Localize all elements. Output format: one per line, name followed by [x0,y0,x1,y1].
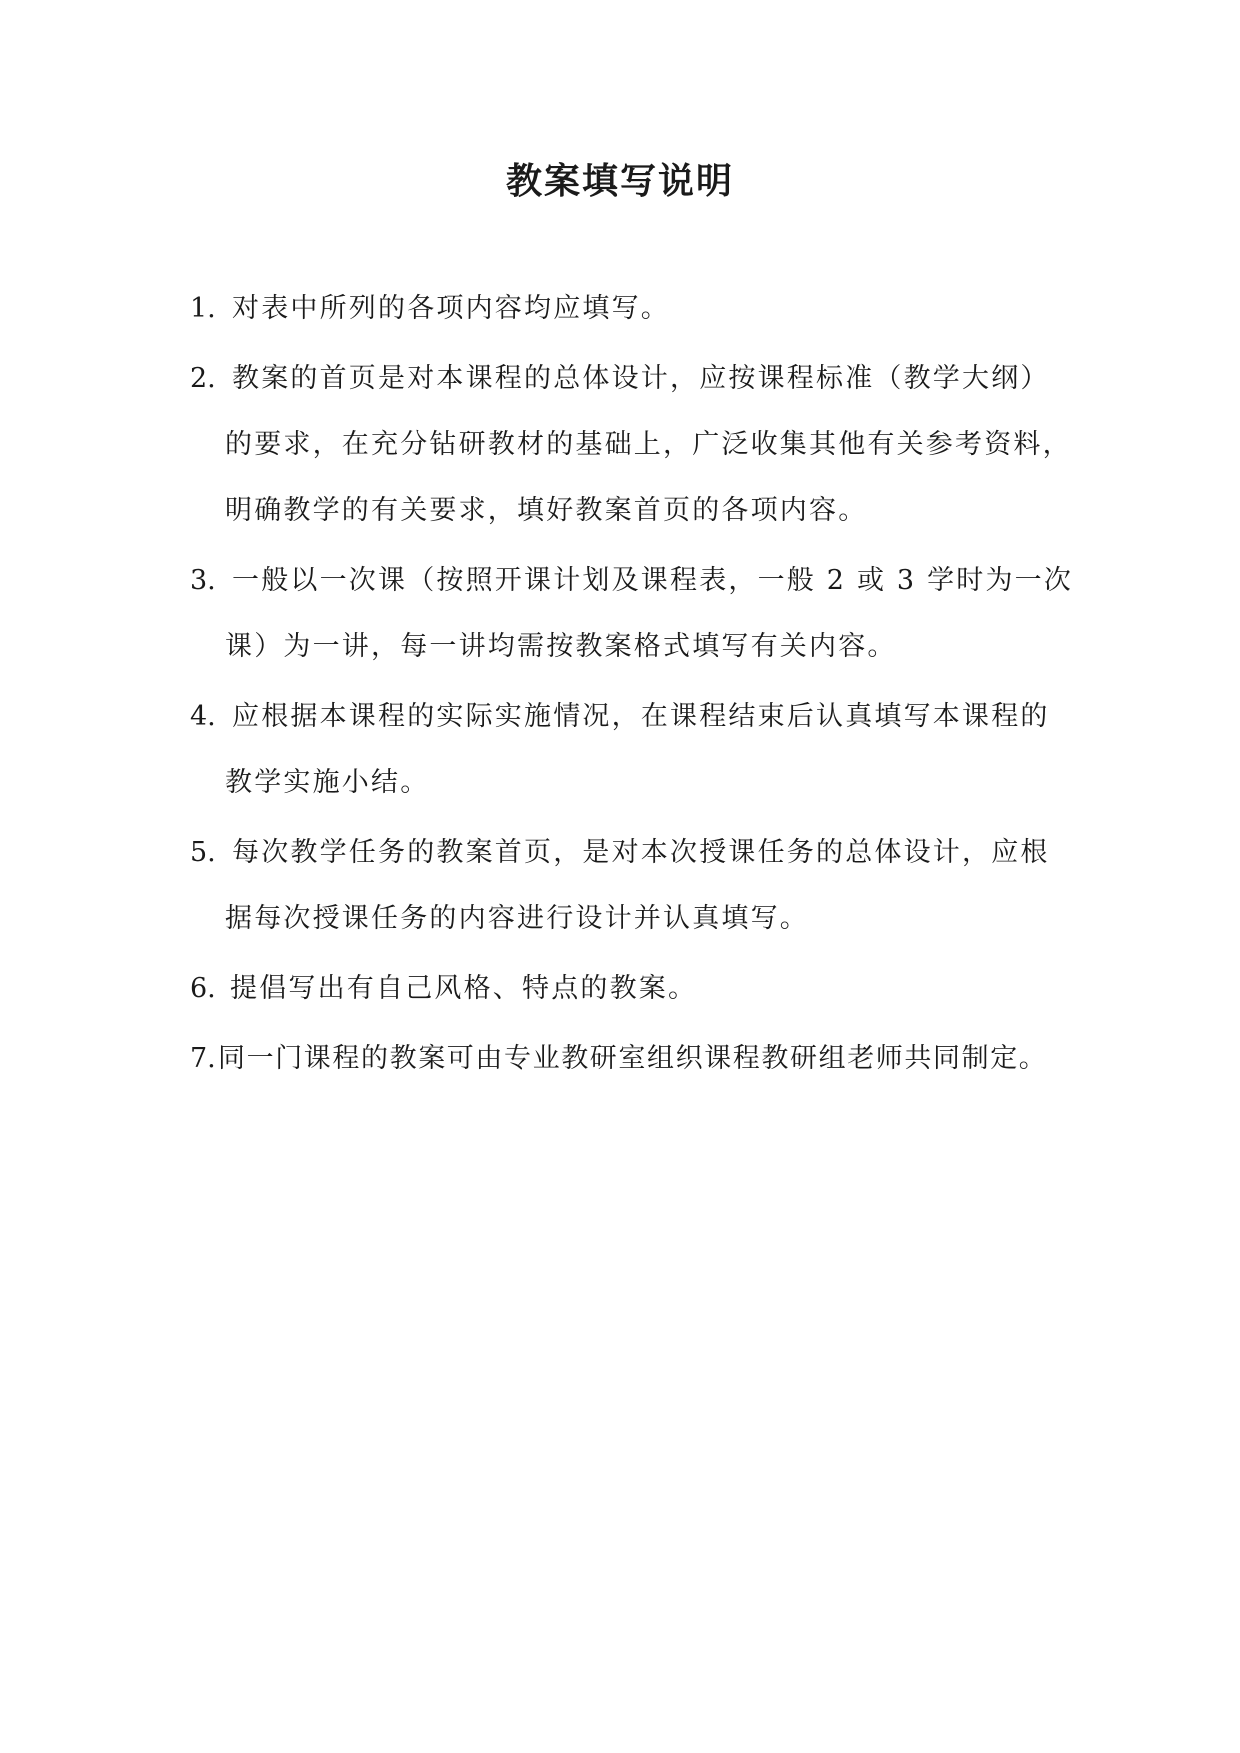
item-number: 2. [190,363,216,394]
instruction-list [190,288,1074,1108]
list-item [190,288,1070,330]
item-number: 1. [190,293,216,324]
item-text-line: 教案的首页是对本课程的总体设计，应按课程标准（教学大纲） [232,363,1050,394]
item-text-line: 明确教学的有关要求，填好教案首页的各项内容。 [225,495,868,526]
list-item [190,1038,1070,1080]
item-text-line: 同一门课程的教案可由专业教研室组织课程教研组老师共同制定。 [218,1043,1048,1074]
list-item [190,696,1070,804]
item-number: 5. [190,837,216,868]
item-number: 7. [190,1043,216,1074]
item-text-line: 的要求，在充分钻研教材的基础上，广泛收集其他有关参考资料， [225,429,1072,460]
item-text-line: 一般以一次课（按照开课计划及课程表，一般 2 或 3 学时为一次 [232,565,1074,596]
item-number: 6. [190,973,216,1004]
list-item [190,968,1070,1010]
item-number: 4. [190,701,216,732]
item-number: 3. [190,565,216,596]
list-item [190,832,1070,940]
page-title: 教案填写说明 [505,161,734,202]
list-item [190,560,1074,668]
item-text-line: 对表中所列的各项内容均应填写。 [232,293,670,324]
item-text-line: 应根据本课程的实际实施情况，在课程结束后认真填写本课程的 [232,701,1050,732]
item-text-line: 课）为一讲，每一讲均需按教案格式填写有关内容。 [225,631,897,662]
list-item [190,358,1070,532]
item-text-line: 据每次授课任务的内容进行设计并认真填写。 [225,903,809,934]
item-text-line: 提倡写出有自己风格、特点的教案。 [230,973,698,1004]
item-text-line: 教学实施小结。 [225,767,430,798]
item-text-line: 每次教学任务的教案首页，是对本次授课任务的总体设计，应根 [232,837,1050,868]
